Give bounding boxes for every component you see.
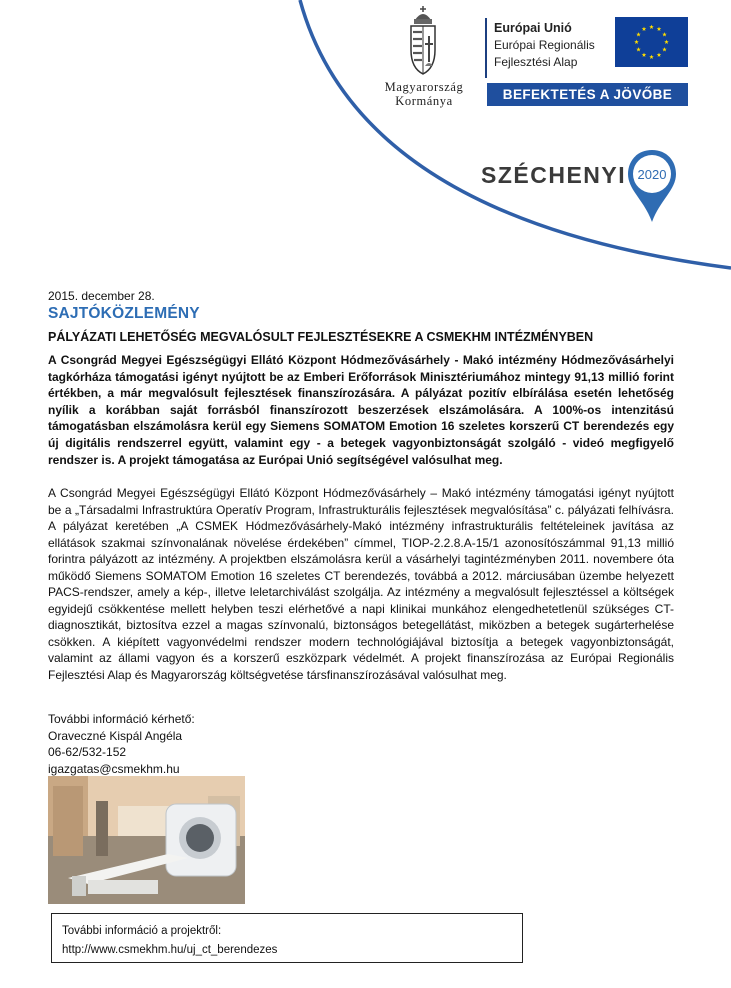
contact-block	[48, 711, 195, 777]
project-info-label: További információ a projektről:	[62, 925, 222, 937]
article-lead: A Csongrád Megyei Egészségügyi Ellátó Központ Hódmezővásárhely - Makó intézmény Hódmezővásárhelyi tagkórháza támogatási igényt nyújtott be az Emberi Erőforrások Minisztériumához mintegy 91,13 millió forint értékben, a már megvalósult fejlesztések finanszírozására. A pályázat pozitív elbírálása esetén lehetőség nyílik a korábban saját forrásból finanszírozott beszerzések elszámolására. A 100%-os intenzitású támogatásban elszámolásra kerül egy Siemens SOMATOM Emotion 16 szeletes korszerű CT berendezés egy új digitális rendszerrel együtt, valamint egy - a betegek vagyonbiztonságát szolgáló - videó megfigyelő rendszer is. A projekt támogatása az Európai Unió segítségével valósulhat meg.	[48, 353, 674, 467]
eu-text-block	[494, 20, 595, 71]
contact-phone: 06-62/532-152	[48, 745, 127, 759]
gov-name-line1: Magyarország	[384, 80, 464, 94]
eu-line3: Fejlesztési Alap	[494, 55, 578, 69]
slogan-banner: BEFEKTETÉS A JÖVŐBE	[487, 83, 688, 106]
header-divider	[485, 18, 487, 78]
program-year: 2020	[637, 167, 667, 182]
eu-flag-icon	[615, 17, 688, 67]
hungarian-coat-of-arms-icon	[402, 6, 444, 78]
article-label: SAJTÓKÖZLEMÉNY	[48, 305, 200, 322]
government-name	[366, 80, 482, 108]
article-date: 2015. december 28.	[48, 289, 155, 303]
ct-scanner-photo	[48, 776, 245, 904]
contact-name: Oraveczné Kispál Angéla	[48, 728, 183, 743]
map-pin-icon	[626, 148, 678, 224]
project-url-link[interactable]: http://www.csmekhm.hu/uj_ct_berendezes	[62, 944, 278, 956]
eu-line2: Európai Regionális	[494, 38, 595, 52]
article-headline: PÁLYÁZATI LEHETŐSÉG MEGVALÓSULT FEJLESZTÉSEKRE A CSMEKHM INTÉZMÉNYBEN	[48, 330, 594, 344]
gov-name-line2: Kormánya	[395, 94, 453, 108]
contact-email[interactable]: igazgatas@csmekhm.hu	[48, 761, 180, 776]
article-body: A Csongrád Megyei Egészségügyi Ellátó Központ Hódmezővásárhely – Makó intézmény támogatási igényt nyújtott be a „Társadalmi Infrastruktúra Operatív Program, Infrastrukturális fejlesztések megvalósítása” c. pályázati felhívásra. A pályázat keretében „A CSMEK Hódmezővásárhely-Makó intézmény infrastrukturális feltételeinek javítása az ellátások szakmai színvonalának növelése érdekében” címmel, TIOP-2.2.8.A-15/1 azonosítószámmal 91,13 millió forintra pályázott az intézmény. A projektben elszámolásra kerül a vásárhelyi tagintézményben 2011. novembere óta működő Siemens SOMATOM Emotion 16 szeletes CT berendezés, továbbá a 2012. márciusában üzembe helyezett PACS-rendszer, amely a kép-, illetve leletarchiválást szolgálja. Az intézmény a megvalósult fejlesztéssel a költségek egyidejű csökkentése mellett helyben teszi elérhetővé a napi klinikai munkához elengedhetetlenül szükséges CT-diagnosztikát, biztosítva ezzel a magas színvonalú, biztonságos betegellátást, miközben a betegek sugárterhelése csökken. A kiépített vagyonvédelmi rendszer modern technológiájával biztosítja a betegek vagyonbiztonságát, valamint az állami vagyon és a korszerű eszközpark védelmét. A projekt finanszírozása az Európai Regionális Fejlesztési Alap és Magyarország költségvetése társfinanszírozásával valósulhat meg.	[48, 486, 674, 682]
eu-line1: Európai Unió	[494, 21, 572, 35]
project-info-box	[51, 913, 523, 963]
program-logo-text: SZÉCHENYI	[481, 162, 627, 188]
contact-intro: További információ kérhető:	[48, 712, 195, 726]
